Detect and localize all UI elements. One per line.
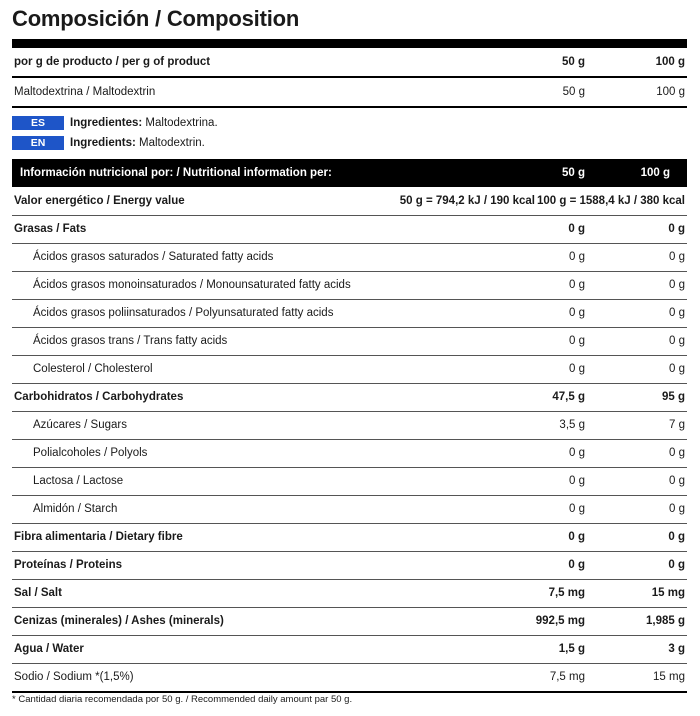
nutrient-label: Ácidos grasos poliinsaturados / Polyunsaturated fatty acids bbox=[33, 307, 334, 319]
nutrition-header bbox=[12, 159, 687, 187]
nutrient-row bbox=[12, 579, 687, 608]
nutrient-100g: 0 g bbox=[669, 447, 685, 459]
composition-header-100g: 100 g bbox=[655, 56, 685, 68]
nutrient-label: Almidón / Starch bbox=[33, 503, 118, 515]
nutrient-label: Azúcares / Sugars bbox=[33, 419, 127, 431]
nutrient-label: Grasas / Fats bbox=[14, 223, 87, 235]
nutrient-row bbox=[12, 663, 687, 693]
nutrient-row bbox=[12, 439, 687, 468]
composition-header-label: por g de producto / per g of product bbox=[14, 56, 211, 68]
nutrient-row bbox=[12, 495, 687, 524]
nutrient-label: Fibra alimentaria / Dietary fibre bbox=[14, 531, 183, 543]
nutrient-100g: 15 mg bbox=[651, 587, 685, 599]
composition-header bbox=[12, 48, 687, 78]
nutrient-50g: 47,5 g bbox=[552, 391, 585, 403]
nutrient-50g: 0 g bbox=[569, 251, 585, 263]
nutrient-100g: 0 g bbox=[669, 279, 685, 291]
nutrient-label: Sodio / Sodium *(1,5%) bbox=[14, 671, 134, 683]
nutrient-50g: 0 g bbox=[569, 503, 585, 515]
nutrient-50g: 7,5 mg bbox=[549, 671, 585, 683]
nutrient-row bbox=[12, 607, 687, 636]
title-divider-bar bbox=[12, 39, 687, 48]
nutrient-row bbox=[12, 215, 687, 244]
nutrient-label: Lactosa / Lactose bbox=[33, 475, 124, 487]
nutrient-100g: 95 g bbox=[661, 391, 685, 403]
lang-badge-en: EN bbox=[12, 136, 64, 150]
nutrient-row bbox=[12, 271, 687, 300]
composition-header-50g: 50 g bbox=[561, 56, 585, 68]
energy-100g: 100 g = 1588,4 kJ / 380 kcal bbox=[536, 195, 685, 207]
nutrient-label: Ácidos grasos saturados / Saturated fatty acids bbox=[33, 251, 274, 263]
nutrient-100g: 0 g bbox=[668, 531, 685, 543]
nutrient-100g: 1,985 g bbox=[646, 615, 685, 627]
nutrient-50g: 0 g bbox=[569, 335, 585, 347]
nutrient-100g: 0 g bbox=[668, 559, 685, 571]
nutrient-row bbox=[12, 467, 687, 496]
nutrient-row bbox=[12, 299, 687, 328]
nutrient-label: Sal / Salt bbox=[14, 587, 62, 599]
nutrient-row bbox=[12, 551, 687, 580]
ingredients-es-label: Ingredientes: bbox=[70, 117, 143, 129]
nutrition-header-100g: 100 g bbox=[640, 167, 670, 179]
ingredients-en-label: Ingredients: bbox=[70, 137, 136, 149]
nutrient-100g: 0 g bbox=[668, 223, 685, 235]
nutrient-row bbox=[12, 411, 687, 440]
composition-row-50g: 50 g bbox=[562, 86, 585, 98]
ingredients-en-text: Maltodextrin. bbox=[135, 137, 205, 149]
nutrient-label: Agua / Water bbox=[14, 643, 84, 655]
composition-row-100g: 100 g bbox=[656, 86, 685, 98]
nutrient-50g: 0 g bbox=[568, 531, 585, 543]
nutrient-100g: 0 g bbox=[669, 503, 685, 515]
lang-badge-es: ES bbox=[12, 116, 64, 130]
nutrient-label: Colesterol / Cholesterol bbox=[33, 363, 153, 375]
nutrient-50g: 992,5 mg bbox=[535, 615, 585, 627]
footnote: * Cantidad diaria recomendada por 50 g. / Recommended daily amount par 50 g. bbox=[12, 694, 353, 705]
nutrient-100g: 3 g bbox=[668, 643, 685, 655]
nutrient-row bbox=[12, 635, 687, 664]
nutrient-50g: 3,5 g bbox=[559, 419, 585, 431]
page-title: Composición / Composition bbox=[12, 6, 300, 31]
nutrient-label: Polialcoholes / Polyols bbox=[33, 447, 148, 459]
nutrient-label: Ácidos grasos monoinsaturados / Monounsaturated fatty acids bbox=[33, 279, 351, 291]
nutrient-row bbox=[12, 327, 687, 356]
nutrient-row bbox=[12, 523, 687, 552]
nutrient-50g: 7,5 mg bbox=[548, 587, 585, 599]
nutrient-row bbox=[12, 355, 687, 384]
energy-50g: 50 g = 794,2 kJ / 190 kcal bbox=[399, 195, 535, 207]
composition-row bbox=[12, 78, 687, 108]
nutrient-label: Proteínas / Proteins bbox=[14, 559, 123, 571]
nutrient-50g: 0 g bbox=[569, 447, 585, 459]
energy-label: Valor energético / Energy value bbox=[14, 195, 185, 207]
nutrient-label: Cenizas (minerales) / Ashes (minerals) bbox=[14, 615, 224, 627]
nutrition-header-label: Información nutricional por: / Nutritional information per: bbox=[20, 167, 332, 179]
nutrient-row bbox=[12, 383, 687, 412]
nutrient-50g: 0 g bbox=[569, 279, 585, 291]
nutrient-100g: 0 g bbox=[669, 307, 685, 319]
ingredients-es-text: Maltodextrina. bbox=[142, 117, 218, 129]
nutrient-100g: 7 g bbox=[669, 419, 685, 431]
nutrient-50g: 0 g bbox=[568, 223, 585, 235]
nutrient-label: Carbohidratos / Carbohydrates bbox=[14, 391, 184, 403]
nutrient-100g: 15 mg bbox=[653, 671, 685, 683]
nutrient-100g: 0 g bbox=[669, 335, 685, 347]
nutrient-label: Ácidos grasos trans / Trans fatty acids bbox=[33, 335, 228, 347]
nutrient-100g: 0 g bbox=[669, 363, 685, 375]
nutrient-50g: 0 g bbox=[569, 307, 585, 319]
nutrient-50g: 0 g bbox=[568, 559, 585, 571]
energy-row bbox=[12, 187, 687, 216]
nutrition-header-50g: 50 g bbox=[561, 167, 585, 179]
nutrient-50g: 0 g bbox=[569, 363, 585, 375]
nutrient-row bbox=[12, 243, 687, 272]
nutrient-50g: 1,5 g bbox=[558, 643, 585, 655]
nutrient-50g: 0 g bbox=[569, 475, 585, 487]
composition-row-label: Maltodextrina / Maltodextrin bbox=[14, 86, 156, 98]
nutrient-100g: 0 g bbox=[669, 251, 685, 263]
nutrient-100g: 0 g bbox=[669, 475, 685, 487]
